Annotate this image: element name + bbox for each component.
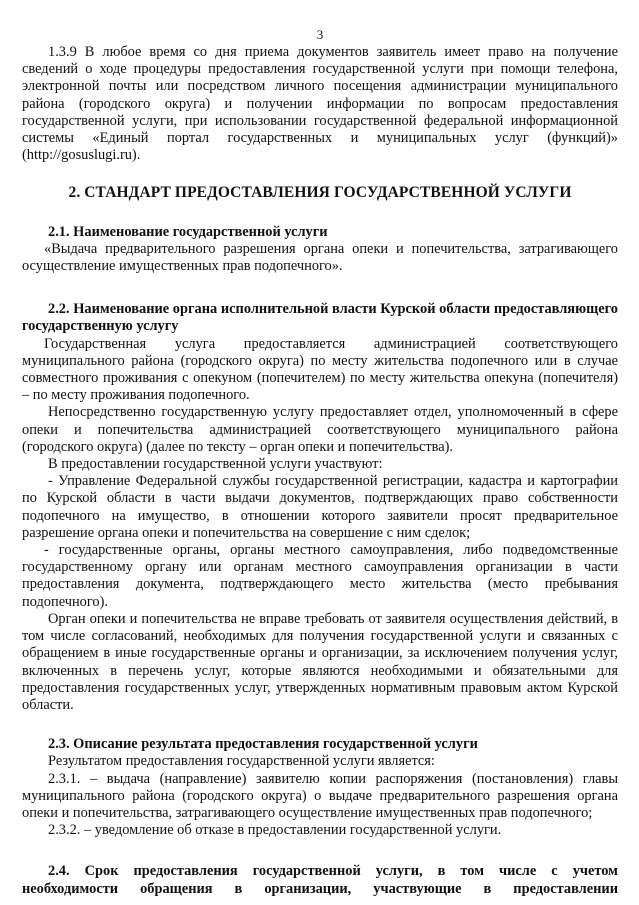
paragraph-2-1: «Выдача предварительного разрешения органа опеки и попечительства, затрагивающего осуществление имущественных прав подопечного».: [22, 240, 618, 275]
section-2-title: 2. СТАНДАРТ ПРЕДОСТАВЛЕНИЯ ГОСУДАРСТВЕННОЙ УСЛУГИ: [68, 184, 572, 202]
heading-2-4-line-1: 2.4. Срок предоставления государственной услуги, в том числе с учетом: [48, 863, 618, 880]
paragraph-2-2-3: В предоставлении государственной услуги участвуют:: [48, 456, 383, 473]
heading-2-1: 2.1. Наименование государственной услуги: [48, 223, 328, 240]
paragraph-2-2-1: Государственная услуга предоставляется администрацией соответствующего муниципального района (городского округа) по месту жительства подопечного или в случае совместного проживания с опекуном (попечителем) по месту жительства опекуна (попечителя) – по месту проживания подопечного.: [22, 335, 618, 404]
heading-2-4-line-2: необходимости обращения в организации, участвующие в предоставлении: [22, 880, 618, 897]
paragraph-2-2-4: - Управление Федеральной службы государственной регистрации, кадастра и картографии по Курской области в части выдачи документов, подтверждающих право собственности подопечного на имущество, в отношении которого заявители просят предварительное разрешение органа опеки и попечительства на совершение с ним сделок;: [22, 473, 618, 541]
paragraph-2-3-2: 2.3.1. – выдача (направление) заявителю копии распоряжения (постановления) главы муниципального района (городского округа) о выдаче предварительного разрешения органа опеки и попечительства, затрагивающего осуществление имущественных прав подопечного;: [22, 770, 618, 821]
heading-2-2: 2.2. Наименование органа исполнительной власти Курской области предоставляющего государственную услугу: [22, 301, 618, 335]
heading-2-3: 2.3. Описание результата предоставления государственной услуги: [48, 736, 478, 753]
page-number: 3: [316, 27, 324, 42]
paragraph-2-2-6: Орган опеки и попечительства не вправе требовать от заявителя осуществления действий, в том числе согласований, необходимых для получения государственной услуги и связанных с обращением в иные государственные органы и организации, за исключением получения услуг, включенных в перечень услуг, которые являются необходимыми и обязательными для предоставления государственных услуг, утвержденных нормативным правовым актом Курской области.: [22, 610, 618, 713]
paragraph-2-3-1: Результатом предоставления государственной услуги является:: [48, 753, 435, 770]
paragraph-2-2-2: Непосредственно государственную услугу предоставляет отдел, уполномоченный в сфере опеки и попечительства администрацией соответствующего муниципального района (городского округа) (далее по тексту – орган опеки и попечительства).: [22, 404, 618, 455]
paragraph-2-2-5: - государственные органы, органы местного самоуправления, либо подведомственные государственному органу или органам местного самоуправления организации в части предоставления документа, подтверждающего место жительства (место пребывания подопечного).: [22, 542, 618, 610]
paragraph-2-3-3: 2.3.2. – уведомление об отказе в предоставлении государственной услуги.: [48, 822, 502, 839]
paragraph-1-3-9: 1.3.9 В любое время со дня приема документов заявитель имеет право на получение сведений о ходе процедуры предоставления государственной услуги при помощи телефона, электронной почты или посредством личного посещения администрации муниципального района (городского округа) и получении информации по вопросам предоставления государственной услуги, при использовании государственной федеральной информационной системы «Единый портал государственных и муниципальных услуг (функций)» (http://gosuslugi.ru).: [22, 44, 618, 164]
document-page: [22, 27, 618, 898]
